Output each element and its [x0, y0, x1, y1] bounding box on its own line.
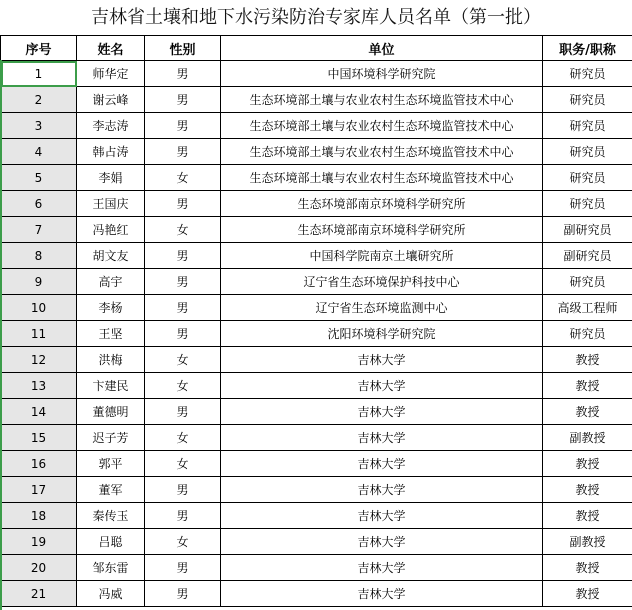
- table-row: [1, 191, 632, 217]
- cell-seq[interactable]: 9: [1, 269, 77, 295]
- cell-position[interactable]: 研究员: [543, 191, 632, 217]
- cell-seq[interactable]: 4: [1, 139, 77, 165]
- cell-seq[interactable]: 20: [1, 555, 77, 581]
- cell-position[interactable]: 高级工程师: [543, 295, 632, 321]
- table-row: [1, 243, 632, 269]
- cell-name[interactable]: 李志涛: [77, 113, 145, 139]
- table-row: [1, 399, 632, 425]
- table-row: [1, 503, 632, 529]
- cell-name[interactable]: 冯艳红: [77, 217, 145, 243]
- cell-position[interactable]: 教授: [543, 477, 632, 503]
- cell-name[interactable]: 胡文友: [77, 243, 145, 269]
- cell-gender[interactable]: 男: [145, 503, 221, 529]
- cell-unit[interactable]: 生态环境部土壤与农业农村生态环境监管技术中心: [221, 165, 543, 191]
- cell-name[interactable]: 师华定: [77, 61, 145, 87]
- cell-seq[interactable]: 5: [1, 165, 77, 191]
- cell-gender[interactable]: 男: [145, 399, 221, 425]
- cell-position[interactable]: 研究员: [543, 321, 632, 347]
- cell-position[interactable]: 教授: [543, 373, 632, 399]
- cell-name[interactable]: 高宇: [77, 269, 145, 295]
- cell-gender[interactable]: 女: [145, 425, 221, 451]
- cell-name[interactable]: 洪梅: [77, 347, 145, 373]
- selection-border: [0, 60, 2, 610]
- cell-unit[interactable]: 吉林大学: [221, 373, 543, 399]
- cell-unit[interactable]: 生态环境部土壤与农业农村生态环境监管技术中心: [221, 87, 543, 113]
- table-row: [1, 61, 632, 87]
- sheet-title[interactable]: 吉林省土壤和地下水污染防治专家库人员名单（第一批）: [91, 7, 541, 28]
- cell-name[interactable]: 韩占涛: [77, 139, 145, 165]
- cell-unit[interactable]: 吉林大学: [221, 451, 543, 477]
- header-unit[interactable]: 单位: [221, 36, 543, 61]
- cell-seq[interactable]: 18: [1, 503, 77, 529]
- cell-seq[interactable]: 1: [1, 61, 77, 87]
- cell-gender[interactable]: 男: [145, 295, 221, 321]
- cell-seq[interactable]: 13: [1, 373, 77, 399]
- cell-position[interactable]: 教授: [543, 451, 632, 477]
- cell-gender[interactable]: 男: [145, 581, 221, 607]
- cell-name[interactable]: 王国庆: [77, 191, 145, 217]
- cell-unit[interactable]: 吉林大学: [221, 581, 543, 607]
- cell-name[interactable]: 邹东雷: [77, 555, 145, 581]
- cell-position[interactable]: 研究员: [543, 269, 632, 295]
- cell-name[interactable]: 王坚: [77, 321, 145, 347]
- table-row: [1, 373, 632, 399]
- cell-unit[interactable]: 吉林大学: [221, 529, 543, 555]
- cell-unit[interactable]: 辽宁省生态环境保护科技中心: [221, 269, 543, 295]
- cell-position[interactable]: 教授: [543, 503, 632, 529]
- cell-position[interactable]: 教授: [543, 347, 632, 373]
- cell-unit[interactable]: 吉林大学: [221, 477, 543, 503]
- cell-name[interactable]: 冯威: [77, 581, 145, 607]
- table-row: [1, 451, 632, 477]
- cell-seq[interactable]: 3: [1, 113, 77, 139]
- expert-table: [0, 35, 632, 607]
- cell-position[interactable]: 研究员: [543, 165, 632, 191]
- cell-unit[interactable]: 生态环境部南京环境科学研究所: [221, 217, 543, 243]
- cell-seq[interactable]: 15: [1, 425, 77, 451]
- table-row: [1, 529, 632, 555]
- header-name[interactable]: 姓名: [77, 36, 145, 61]
- cell-position[interactable]: 教授: [543, 555, 632, 581]
- table-row: [1, 425, 632, 451]
- cell-seq[interactable]: 17: [1, 477, 77, 503]
- cell-unit[interactable]: 辽宁省生态环境监测中心: [221, 295, 543, 321]
- cell-name[interactable]: 李杨: [77, 295, 145, 321]
- cell-position[interactable]: 研究员: [543, 113, 632, 139]
- cell-unit[interactable]: 生态环境部南京环境科学研究所: [221, 191, 543, 217]
- cell-position[interactable]: 研究员: [543, 87, 632, 113]
- cell-seq[interactable]: 16: [1, 451, 77, 477]
- cell-gender[interactable]: 男: [145, 321, 221, 347]
- header-seq[interactable]: 序号: [1, 36, 77, 61]
- cell-gender[interactable]: 女: [145, 529, 221, 555]
- header-gender[interactable]: 性别: [145, 36, 221, 61]
- cell-seq[interactable]: 10: [1, 295, 77, 321]
- header-position[interactable]: 职务/职称: [543, 36, 632, 61]
- cell-gender[interactable]: 男: [145, 139, 221, 165]
- table-row: [1, 295, 632, 321]
- cell-name[interactable]: 秦传玉: [77, 503, 145, 529]
- cell-seq[interactable]: 6: [1, 191, 77, 217]
- cell-position[interactable]: 副教授: [543, 425, 632, 451]
- table-row: [1, 581, 632, 607]
- cell-gender[interactable]: 男: [145, 477, 221, 503]
- cell-position[interactable]: 副教授: [543, 529, 632, 555]
- table-row: [1, 477, 632, 503]
- table-row: [1, 87, 632, 113]
- table-row: [1, 321, 632, 347]
- cell-unit[interactable]: 吉林大学: [221, 555, 543, 581]
- cell-seq[interactable]: 21: [1, 581, 77, 607]
- table-row: [1, 347, 632, 373]
- cell-gender[interactable]: 男: [145, 113, 221, 139]
- cell-name[interactable]: 迟子芳: [77, 425, 145, 451]
- table-row: [1, 165, 632, 191]
- cell-unit[interactable]: 沈阳环境科学研究院: [221, 321, 543, 347]
- cell-gender[interactable]: 女: [145, 451, 221, 477]
- cell-unit[interactable]: 生态环境部土壤与农业农村生态环境监管技术中心: [221, 139, 543, 165]
- cell-seq[interactable]: 11: [1, 321, 77, 347]
- cell-unit[interactable]: 吉林大学: [221, 399, 543, 425]
- header-row: [1, 36, 632, 61]
- table-row: [1, 217, 632, 243]
- cell-unit[interactable]: 吉林大学: [221, 425, 543, 451]
- cell-position[interactable]: 副研究员: [543, 217, 632, 243]
- cell-seq[interactable]: 19: [1, 529, 77, 555]
- cell-gender[interactable]: 男: [145, 87, 221, 113]
- cell-name[interactable]: 李娟: [77, 165, 145, 191]
- cell-unit[interactable]: 中国科学院南京土壤研究所: [221, 243, 543, 269]
- cell-gender[interactable]: 男: [145, 269, 221, 295]
- cell-unit[interactable]: 中国环境科学研究院: [221, 61, 543, 87]
- cell-seq[interactable]: 14: [1, 399, 77, 425]
- cell-gender[interactable]: 女: [145, 347, 221, 373]
- cell-seq[interactable]: 2: [1, 87, 77, 113]
- cell-unit[interactable]: 吉林大学: [221, 503, 543, 529]
- cell-position[interactable]: 副研究员: [543, 243, 632, 269]
- cell-name[interactable]: 卞建民: [77, 373, 145, 399]
- cell-gender[interactable]: 女: [145, 217, 221, 243]
- cell-gender[interactable]: 男: [145, 191, 221, 217]
- cell-position[interactable]: 教授: [543, 581, 632, 607]
- cell-unit[interactable]: 吉林大学: [221, 347, 543, 373]
- cell-seq[interactable]: 7: [1, 217, 77, 243]
- cell-position[interactable]: 研究员: [543, 139, 632, 165]
- cell-gender[interactable]: 男: [145, 61, 221, 87]
- cell-gender[interactable]: 男: [145, 243, 221, 269]
- table-row: [1, 555, 632, 581]
- cell-name[interactable]: 谢云峰: [77, 87, 145, 113]
- cell-name[interactable]: 董军: [77, 477, 145, 503]
- cell-gender[interactable]: 男: [145, 555, 221, 581]
- cell-name[interactable]: 吕聪: [77, 529, 145, 555]
- cell-name[interactable]: 郭平: [77, 451, 145, 477]
- cell-gender[interactable]: 女: [145, 373, 221, 399]
- cell-gender[interactable]: 女: [145, 165, 221, 191]
- cell-seq[interactable]: 8: [1, 243, 77, 269]
- cell-position[interactable]: 研究员: [543, 61, 632, 87]
- table-row: [1, 269, 632, 295]
- cell-unit[interactable]: 生态环境部土壤与农业农村生态环境监管技术中心: [221, 113, 543, 139]
- cell-seq[interactable]: 12: [1, 347, 77, 373]
- cell-position[interactable]: 教授: [543, 399, 632, 425]
- table-row: [1, 113, 632, 139]
- table-row: [1, 139, 632, 165]
- cell-name[interactable]: 董德明: [77, 399, 145, 425]
